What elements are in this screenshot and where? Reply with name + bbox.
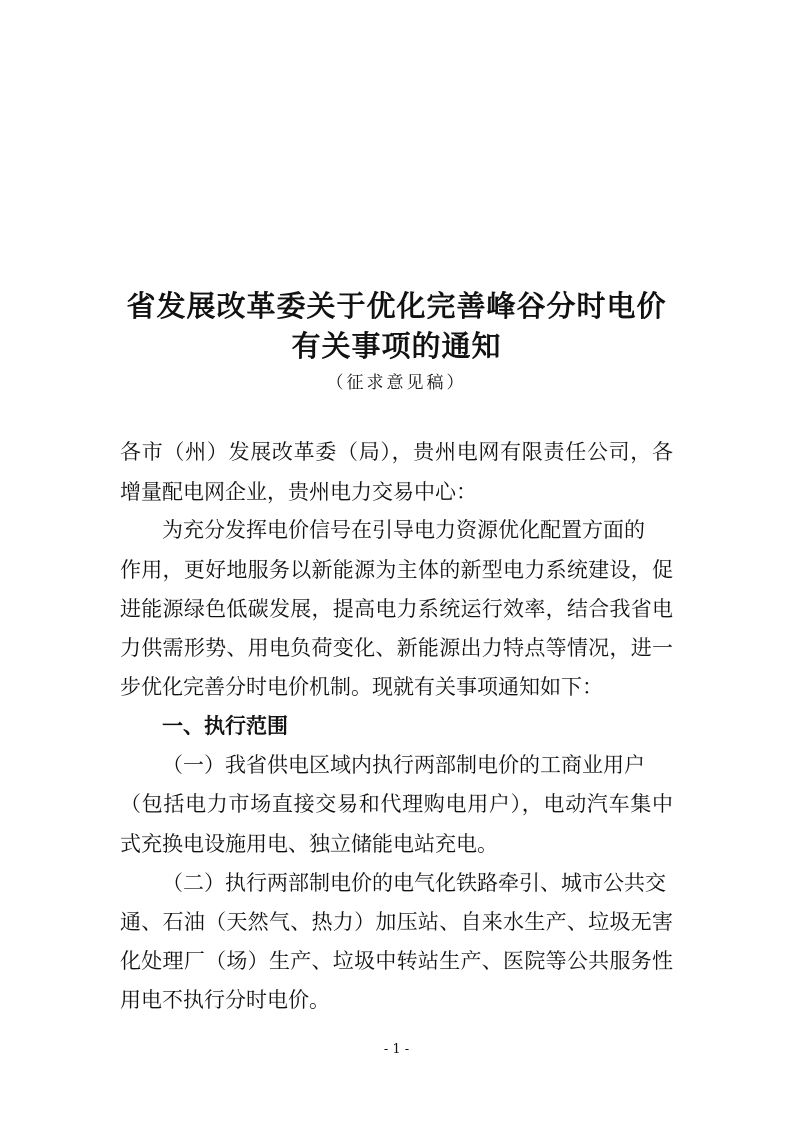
- item2-line-4: 用电不执行分时电价。: [120, 988, 330, 1012]
- intro-line-4: 力供需形势、用电负荷变化、新能源出力特点等情况，进一: [120, 636, 673, 660]
- intro-line-2: 作用，更好地服务以新能源为主体的新型电力系统建设，促: [120, 558, 673, 582]
- document-subtitle: （征求意见稿）: [326, 373, 467, 393]
- item1-line-2: （包括电力市场直接交易和代理购电用户），电动汽车集中: [120, 792, 673, 816]
- item1-line-1: （一）我省供电区域内执行两部制电价的工商业用户: [162, 753, 645, 777]
- item2-line-2: 通、石油（天然气、热力）加压站、自来水生产、垃圾无害: [120, 910, 673, 934]
- addressee-line-1: 各市（州）发展改革委（局），贵州电网有限责任公司，各: [120, 440, 673, 464]
- item2-line-1: （二）执行两部制电价的电气化铁路牵引、城市公共交: [162, 871, 666, 895]
- section-heading-scope: 一、执行范围: [162, 714, 288, 738]
- intro-line-1: 为充分发挥电价信号在引导电力资源优化配置方面的: [162, 518, 645, 542]
- intro-line-3: 进能源绿色低碳发展，提高电力系统运行效率，结合我省电: [120, 597, 673, 621]
- document-title-line-2: 有关事项的通知: [291, 329, 502, 363]
- addressee-line-2: 增量配电网企业，贵州电力交易中心：: [120, 480, 477, 504]
- item2-line-3: 化处理厂（场）生产、垃圾中转站生产、医院等公共服务性: [120, 949, 673, 973]
- intro-line-5: 步优化完善分时电价机制。现就有关事项通知如下：: [120, 675, 603, 699]
- document-title-line-1: 省发展改革委关于优化完善峰谷分时电价: [126, 289, 667, 323]
- item1-line-3: 式充换电设施用电、独立储能电站充电。: [120, 832, 498, 856]
- page-number: - 1 -: [383, 1042, 410, 1057]
